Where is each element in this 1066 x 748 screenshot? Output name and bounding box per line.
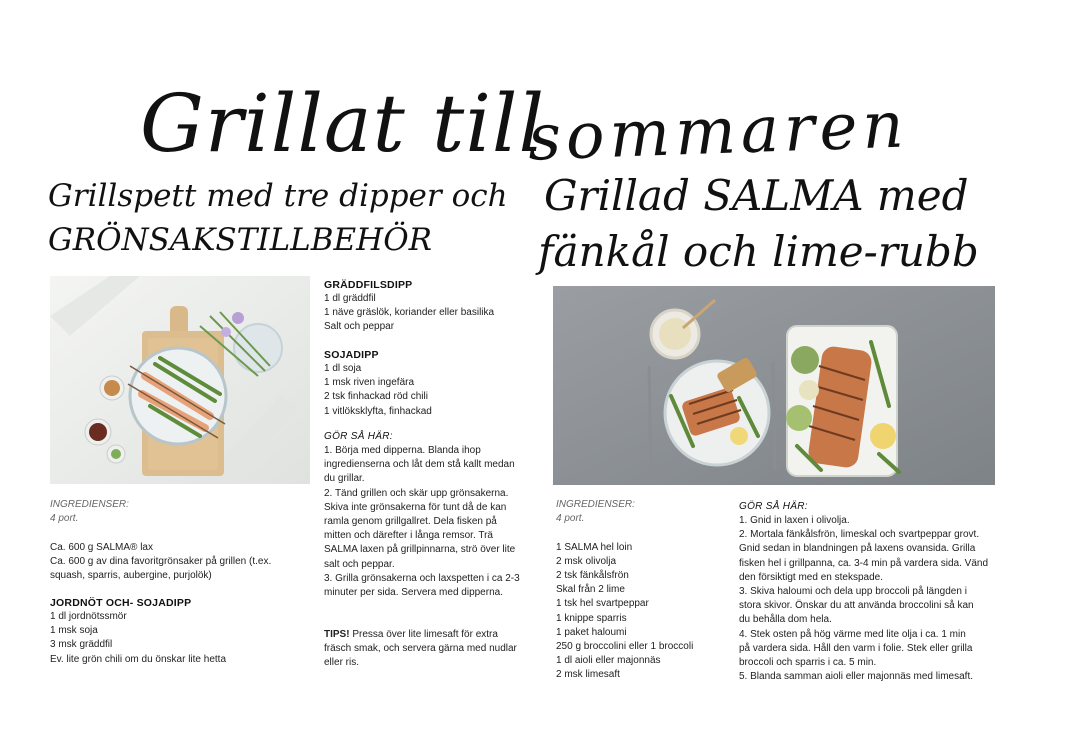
dip2-title: GRÄDDFILSDIPP <box>324 279 413 291</box>
right-method-line: 5. Blanda samman aioli eller majonnäs med limesaft. <box>739 671 973 683</box>
left-recipe-heading-line2: GRÖNSAKSTILLBEHÖR <box>48 222 432 258</box>
right-portions: 4 port. <box>556 513 585 525</box>
left-method-line: 3. Grilla grönsakerna och laxspetten i ca 2-3 <box>324 572 520 584</box>
left-ingredients-label: INGREDIENSER: <box>50 499 129 510</box>
right-method-section <box>739 500 1009 684</box>
right-ingredient-item: 2 msk limesaft <box>556 669 620 681</box>
left-method-line: salt och peppar. <box>324 558 395 570</box>
dip2-line: 1 näve gräslök, koriander eller basilika <box>324 307 495 319</box>
right-method-line: den försiktigt med en stekspade. <box>739 571 883 583</box>
right-method-line: stora skivor. Önskar du att använda broccolini så kan <box>739 600 974 612</box>
left-method-title: GÖR SÅ HÄR: <box>324 431 393 442</box>
dip3-title: SOJADIPP <box>324 349 379 361</box>
dip3-line: 1 dl soja <box>324 363 362 374</box>
right-method-title: GÖR SÅ HÄR: <box>739 501 808 512</box>
dip1-line: 1 dl jordnötssmör <box>50 611 127 622</box>
right-ingredient-item: 1 tsk hel svartpeppar <box>556 598 649 610</box>
tips-text: eller ris. <box>324 657 360 669</box>
dip1-section <box>50 596 310 667</box>
left-recipe-heading-line1: Grillspett med tre dipper och <box>48 178 508 214</box>
right-ingredients-section <box>556 498 726 683</box>
page-title: Grillat till <box>140 77 546 170</box>
tips-section <box>324 628 536 671</box>
right-recipe-heading-line2: fänkål och lime-rubb <box>538 227 979 276</box>
right-method-line: du behålla dom hela. <box>739 614 832 626</box>
left-ingredient-item: Ca. 600 g SALMA® lax <box>50 541 153 553</box>
right-ingredient-item: Skal från 2 lime <box>556 584 625 596</box>
left-method-line: 2. Tänd grillen och skär upp grönsakerna. <box>324 487 509 499</box>
left-portions: 4 port. <box>50 513 79 525</box>
left-method-line: mitten och därefter i långa remsor. Trä <box>324 530 493 542</box>
right-recipe-heading-line1: Grillad SALMA med <box>544 171 969 220</box>
left-ingredient-item: Ca. 600 g av dina favoritgrönsaker på grillen (t.ex. <box>50 555 272 567</box>
left-ingredient-item: squash, sparris, aubergine, purjolök) <box>50 570 212 582</box>
right-ingredient-item: 1 paket haloumi <box>556 626 627 638</box>
tips-label: TIPS! <box>324 629 350 640</box>
right-method-line: broccoli och sparris i ca. 5 min. <box>739 657 877 669</box>
left-method-line: SALMA laxen på grillpinnarna, strö över lite <box>324 544 516 556</box>
dip1-line: Ev. lite grön chili om du önskar lite hetta <box>50 653 227 665</box>
left-method-line: Skiva inte grönsakerna för tunt då de kan <box>324 501 507 513</box>
right-method-line: 1. Gnid in laxen i olivolja. <box>739 515 850 526</box>
tips-text: fräsch smak, och servera gärna med nudlar <box>324 643 517 655</box>
right-ingredient-item: 2 msk olivolja <box>556 555 617 567</box>
dip1-line: 3 msk gräddfil <box>50 639 113 651</box>
left-method-section <box>324 430 536 600</box>
right-ingredient-item: 250 g broccolini eller 1 broccoli <box>556 641 694 653</box>
dip1-title: JORDNÖT OCH- SOJADIPP <box>50 597 192 609</box>
left-method-line: du grillar. <box>324 473 365 485</box>
dip3-line: 1 vitlöksklyfta, finhackad <box>324 405 432 417</box>
skewers-photo <box>50 276 310 484</box>
left-method-line: ramla genom grillgallret. Dela fisken på <box>324 516 497 528</box>
dip1-line: 1 msk soja <box>50 625 98 637</box>
dip3-section <box>324 348 534 419</box>
left-method-line: minuter per sida. Servera med dipperna. <box>324 587 503 599</box>
tips-text: Pressa över lite limesaft för extra <box>349 629 498 640</box>
right-method-line: fisken hel i grillpanna, ca. 3-4 min på vardera sida. Vänd <box>739 557 989 569</box>
left-ingredients-section <box>50 498 310 583</box>
salmon-photo <box>553 286 995 485</box>
left-method-line: ingredienserna och låt dem stå kallt medan <box>324 459 515 471</box>
page-title-script: sommaren <box>526 88 910 176</box>
right-method-line: 4. Stek osten på hög värme med lite olja i ca. 1 min <box>739 628 966 640</box>
right-method-line: 2. Mortala fänkålsfrön, limeskal och svartpeppar grovt. <box>739 529 980 541</box>
right-ingredient-item: 1 dl aioli eller majonnäs <box>556 655 661 667</box>
right-ingredient-item: 2 tsk fänkålsfrön <box>556 570 629 582</box>
right-method-line: på vardera sida. Håll den varm i folie. Stek eller grilla <box>739 642 973 654</box>
dip2-section <box>324 278 534 335</box>
right-method-line: Gnid sedan in blandningen på laxens ovansida. Grilla <box>739 543 976 555</box>
left-method-line: 1. Börja med dipperna. Blanda ihop <box>324 445 481 456</box>
dip3-line: 1 msk riven ingefära <box>324 377 415 389</box>
right-ingredient-item: 1 knippe sparris <box>556 612 627 624</box>
dip2-line: Salt och peppar <box>324 321 395 333</box>
right-method-line: 3. Skiva haloumi och dela upp broccoli på längden i <box>739 586 967 598</box>
dip2-line: 1 dl gräddfil <box>324 293 376 304</box>
dip3-line: 2 tsk finhackad röd chili <box>324 391 428 403</box>
right-ingredients-label: INGREDIENSER: <box>556 499 635 510</box>
right-ingredient-item: 1 SALMA hel loin <box>556 541 633 553</box>
